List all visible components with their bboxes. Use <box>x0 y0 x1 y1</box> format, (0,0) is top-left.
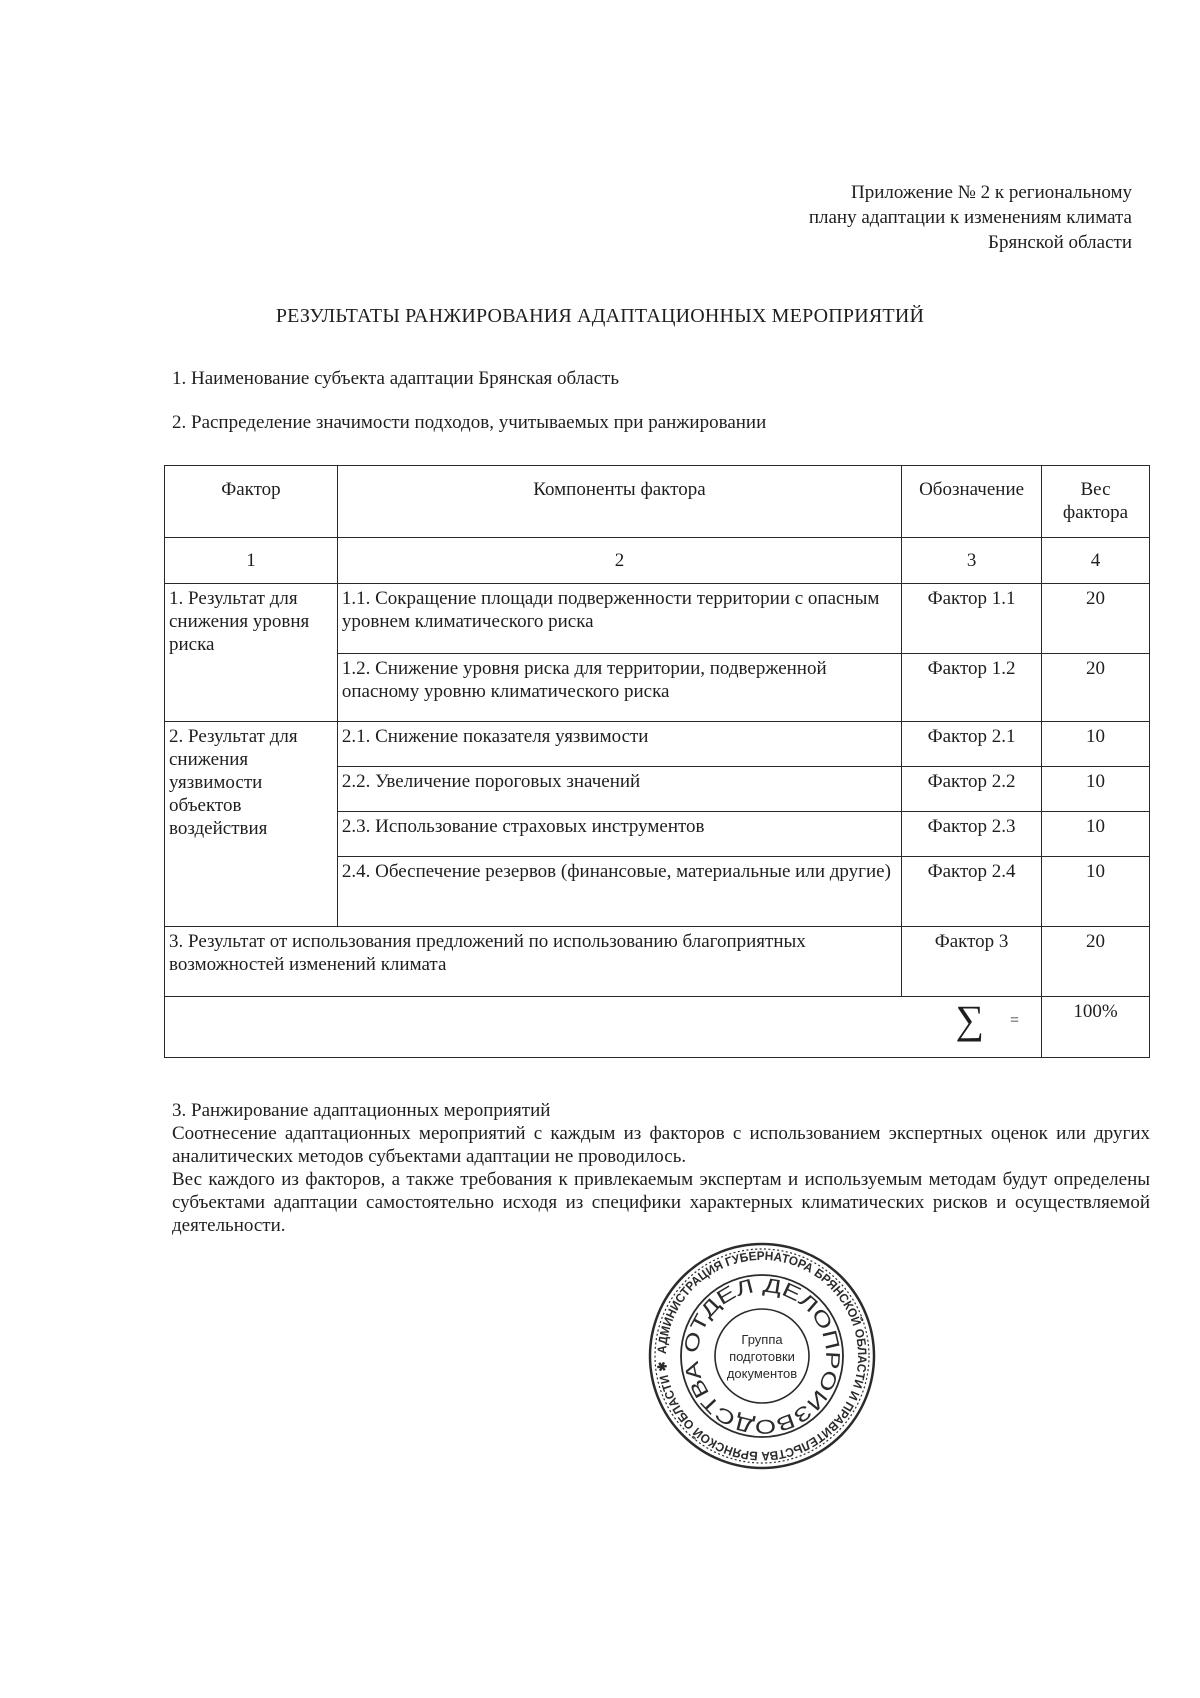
weight-cell: 10 <box>1042 812 1150 857</box>
designation-cell: Фактор 2.4 <box>902 857 1042 927</box>
column-number: 3 <box>902 538 1042 584</box>
component-cell: 2.3. Использование страховых инструментов <box>337 812 901 857</box>
sum-row <box>165 997 1150 1058</box>
stamp-center-line-1: Группа <box>741 1332 783 1347</box>
stamp-center-line-2: подготовки <box>729 1349 795 1364</box>
table-row <box>165 584 1150 654</box>
annex-line-1: Приложение № 2 к региональному <box>851 182 1132 203</box>
designation-cell: Фактор 1.2 <box>902 654 1042 722</box>
header-components: Компоненты фактора <box>337 466 901 538</box>
stamp-outer-text: АДМИНИСТРАЦИЯ ГУБЕРНАТОРА БРЯНСКОЙ ОБЛАСТИ И ПРАВИТЕЛЬСТВА БРЯНСКОЙ ОБЛАСТИ ✱ <box>654 1248 870 1464</box>
sum-sign: ∑ <box>955 997 984 1042</box>
section-2-text: 2. Распределение значимости подходов, учитываемых при ранжировании <box>172 412 767 433</box>
section-3-paragraph-1: Соотнесение адаптационных мероприятий с каждым из факторов с использованием экспертных оценок или других аналитических методов субъектами адаптации не проводилось. <box>172 1123 1150 1167</box>
annex-note <box>809 180 1132 255</box>
factor-weights-table <box>164 465 1150 1058</box>
section-3 <box>172 1099 1150 1237</box>
header-factor: Фактор <box>165 466 338 538</box>
designation-cell: Фактор 1.1 <box>902 584 1042 654</box>
stamp-inner-text: ОТДЕЛ ДЕЛОПРОИЗВОДСТВА <box>680 1274 844 1438</box>
weight-cell: 10 <box>1042 857 1150 927</box>
header-designation: Обозначение <box>902 466 1042 538</box>
table-row <box>165 927 1150 997</box>
official-stamp <box>646 1240 878 1472</box>
column-number: 2 <box>337 538 901 584</box>
section-3-heading: 3. Ранжирование адаптационных мероприятий <box>172 1100 551 1121</box>
annex-line-2: плану адаптации к изменениям климата <box>808 207 1132 228</box>
header-weight: Вес фактора <box>1042 466 1150 538</box>
stamp-center-line-3: документов <box>726 1366 798 1381</box>
sum-value: 100% <box>1042 997 1150 1058</box>
designation-cell: Фактор 2.2 <box>902 767 1042 812</box>
column-number: 1 <box>165 538 338 584</box>
weight-cell: 20 <box>1042 927 1150 997</box>
sum-label-cell <box>165 997 1042 1058</box>
component-cell: 2.1. Снижение показателя уязвимости <box>337 722 901 767</box>
group-1-factor-name: 1. Результат для снижения уровня риска <box>165 584 338 722</box>
weight-cell: 10 <box>1042 722 1150 767</box>
component-cell: 2.2. Увеличение пороговых значений <box>337 767 901 812</box>
group-2-factor-name: 2. Результат для снижения уязвимости объектов воздействия <box>165 722 338 927</box>
group-3-factor-name: 3. Результат от использования предложений по использованию благоприятных возможностей изменений климата <box>165 927 902 997</box>
component-cell: 2.4. Обеспечение резервов (финансовые, материальные или другие) <box>337 857 901 927</box>
component-cell: 1.2. Снижение уровня риска для территории, подверженной опасному уровню климатического риска <box>337 654 901 722</box>
equals-sign: = <box>1010 1011 1020 1029</box>
designation-cell: Фактор 2.1 <box>902 722 1042 767</box>
table-row <box>165 722 1150 767</box>
section-3-paragraph-2: Вес каждого из факторов, а также требования к привлекаемым экспертам и используемым методам будут определены субъектами адаптации самостоятельно исходя из специфики характерных климатических рисков и осуществляемой деятельности. <box>172 1169 1150 1236</box>
document-title: РЕЗУЛЬТАТЫ РАНЖИРОВАНИЯ АДАПТАЦИОННЫХ МЕРОПРИЯТИЙ <box>275 305 925 327</box>
annex-line-3: Брянской области <box>988 232 1132 253</box>
column-number: 4 <box>1042 538 1150 584</box>
section-1-text: 1. Наименование субъекта адаптации Брянская область <box>172 368 620 389</box>
component-cell: 1.1. Сокращение площади подверженности территории с опасным уровнем климатического риска <box>337 584 901 654</box>
table-header-row <box>165 466 1150 538</box>
designation-cell: Фактор 2.3 <box>902 812 1042 857</box>
column-number-row <box>165 538 1150 584</box>
weight-cell: 20 <box>1042 654 1150 722</box>
designation-cell: Фактор 3 <box>902 927 1042 997</box>
weight-cell: 20 <box>1042 584 1150 654</box>
weight-cell: 10 <box>1042 767 1150 812</box>
